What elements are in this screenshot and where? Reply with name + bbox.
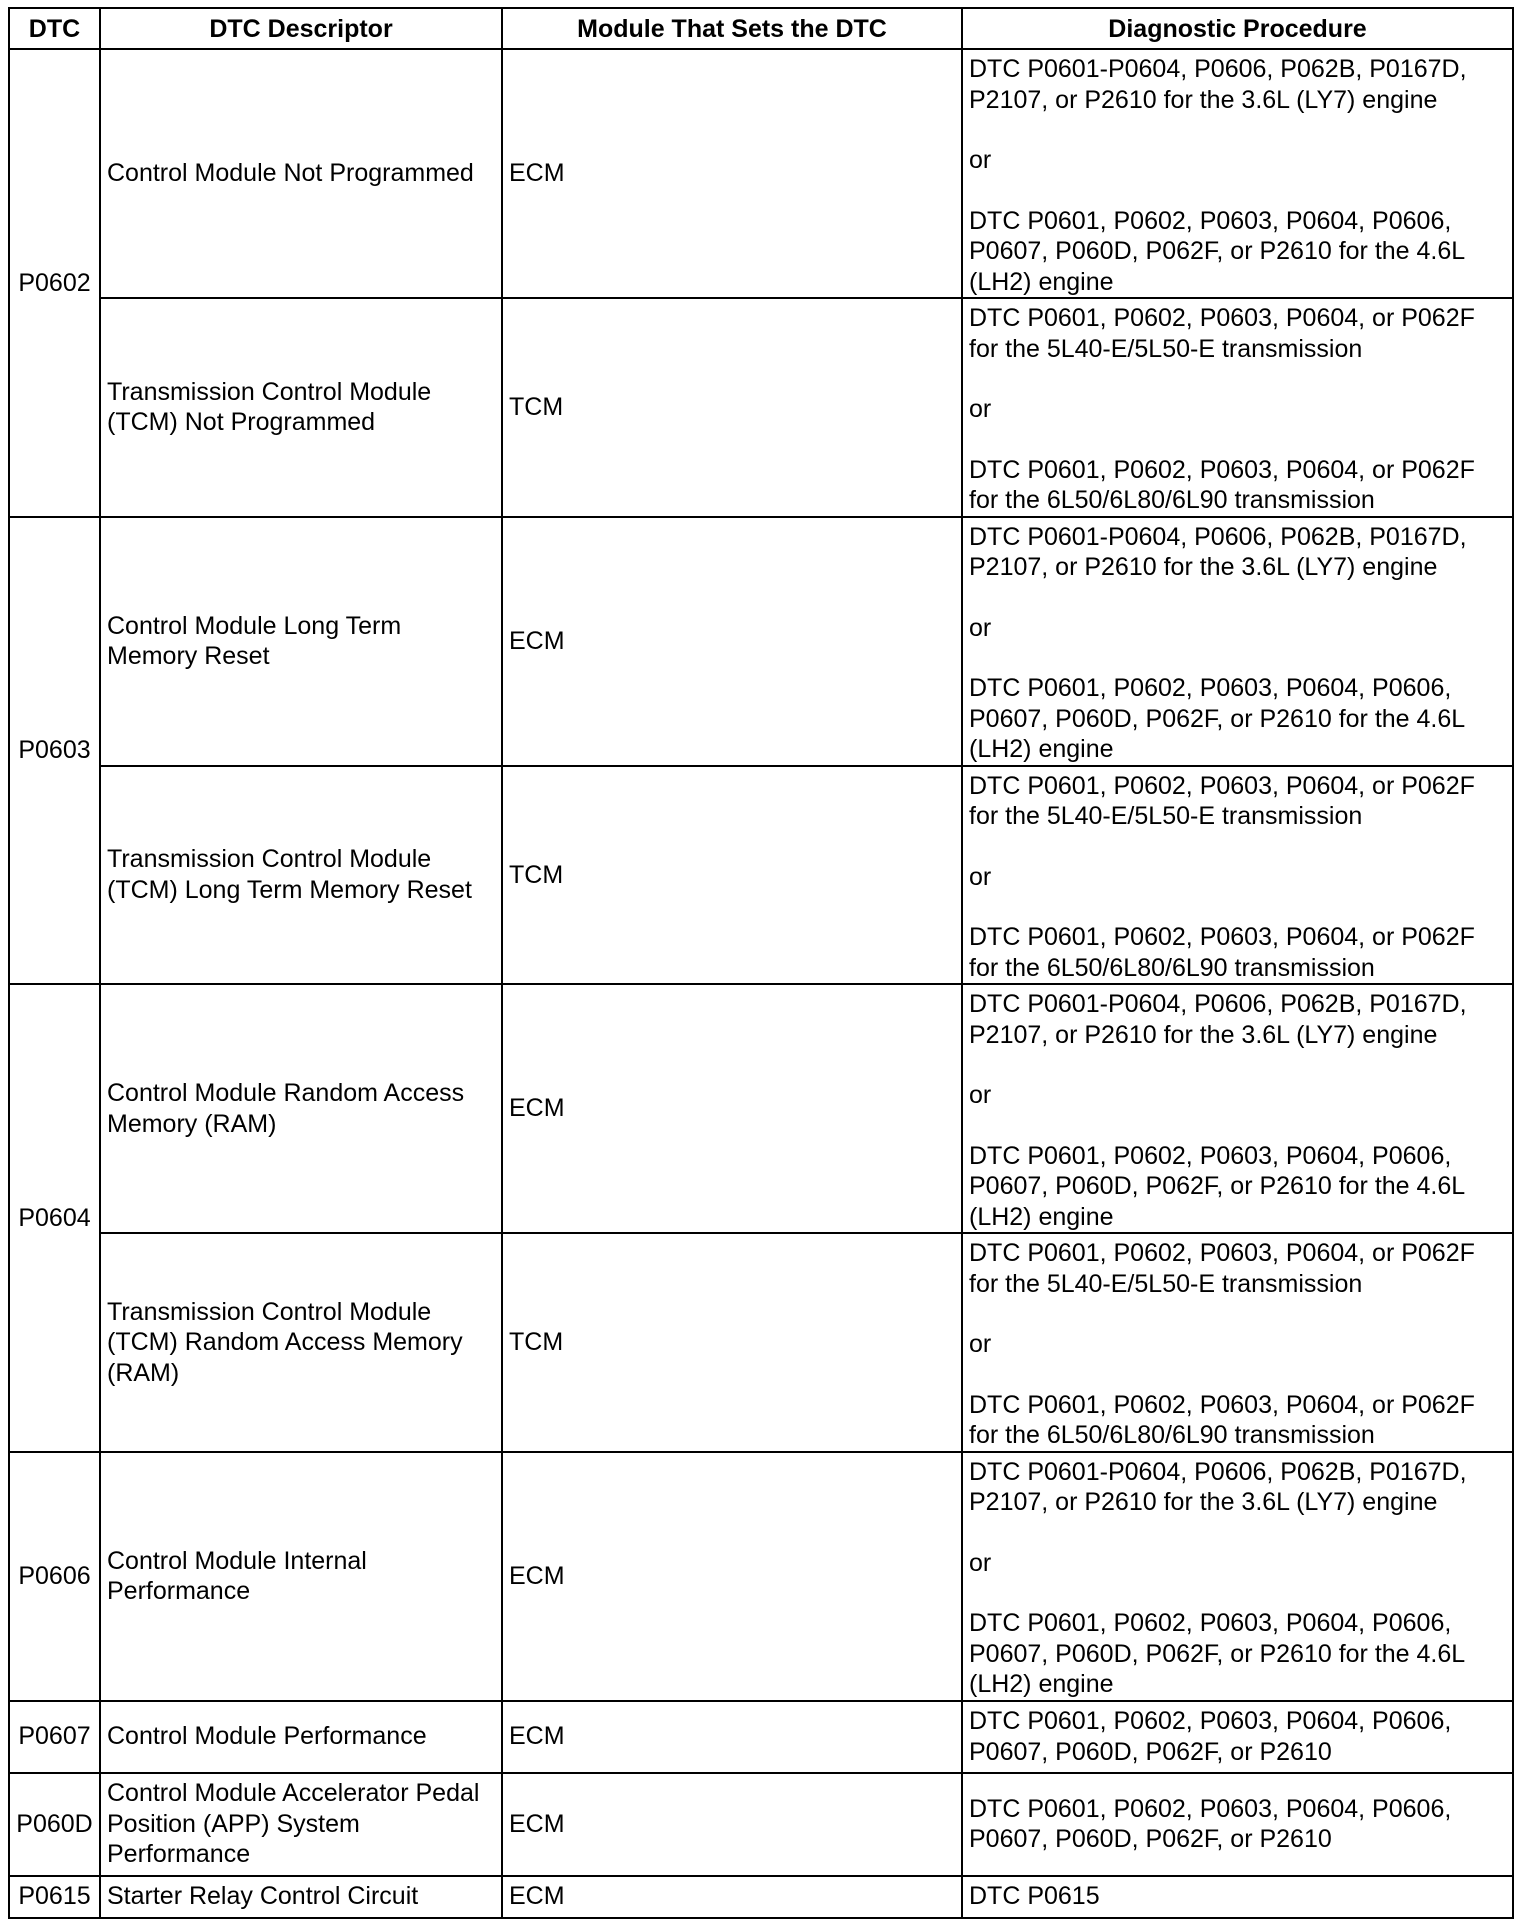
module-name: ECM [502, 1773, 962, 1876]
dtc-descriptor: Transmission Control Module (TCM) Not Programmed [100, 298, 502, 517]
procedure-line: DTC P0601, P0602, P0603, P0604, or P062F for the 5L40-E/5L50-E transmission [969, 1239, 1475, 1298]
diagnostic-procedure: DTC P0601, P0602, P0603, P0604, P0606, P0607, P060D, P062F, or P2610 [962, 1773, 1513, 1876]
module-name: ECM [502, 1876, 962, 1918]
table-row [9, 1701, 1513, 1773]
diagnostic-procedure [962, 766, 1513, 985]
dtc-code: P0615 [9, 1876, 100, 1918]
module-name: ECM [502, 49, 962, 298]
procedure-line: DTC P0601-P0604, P0606, P062B, P0167D, P2107, or P2610 for the 3.6L (LY7) engine [969, 55, 1467, 114]
procedure-line: DTC P0601, P0602, P0603, P0604, or P062F for the 6L50/6L80/6L90 transmission [969, 455, 1475, 514]
procedure-or: or [969, 146, 992, 174]
procedure-line: DTC P0601, P0602, P0603, P0604, P0606, P0607, P060D, P062F, or P2610 for the 4.6L (LH2) engine [969, 674, 1465, 763]
dtc-code: P060D [9, 1773, 100, 1876]
diagnostic-procedure [962, 298, 1513, 517]
table-row [9, 517, 1513, 766]
table-row [9, 1452, 1513, 1701]
procedure-line: DTC P0601, P0602, P0603, P0604, or P062F for the 5L40-E/5L50-E transmission [969, 771, 1475, 830]
procedure-line: DTC P0601, P0602, P0603, P0604, P0606, P0607, P060D, P062F, or P2610 for the 4.6L (LH2) engine [969, 1609, 1465, 1698]
column-header-module: Module That Sets the DTC [502, 8, 962, 49]
module-name: TCM [502, 298, 962, 517]
table-row [9, 1773, 1513, 1876]
diagnostic-procedure [962, 1452, 1513, 1701]
dtc-descriptor: Starter Relay Control Circuit [100, 1876, 502, 1918]
column-header-procedure: Diagnostic Procedure [962, 8, 1513, 49]
procedure-line: DTC P0601-P0604, P0606, P062B, P0167D, P2107, or P2610 for the 3.6L (LY7) engine [969, 1457, 1467, 1516]
table-row [9, 766, 1513, 985]
dtc-table [8, 7, 1514, 1919]
table-row [9, 1876, 1513, 1918]
diagnostic-procedure [962, 517, 1513, 766]
module-name: TCM [502, 1233, 962, 1452]
dtc-descriptor: Control Module Random Access Memory (RAM) [100, 984, 502, 1233]
column-header-descriptor: DTC Descriptor [100, 8, 502, 49]
procedure-or: or [969, 613, 992, 642]
procedure-or: or [969, 395, 992, 423]
procedure-line: DTC P0601, P0602, P0603, P0604, or P062F for the 6L50/6L80/6L90 transmission [969, 1390, 1475, 1449]
dtc-descriptor: Transmission Control Module (TCM) Long Term Memory Reset [100, 766, 502, 985]
procedure-line: DTC P0601, P0602, P0603, P0604, or P062F for the 6L50/6L80/6L90 transmission [969, 923, 1475, 982]
dtc-descriptor: Control Module Performance [100, 1701, 502, 1773]
procedure-or: or [969, 862, 992, 891]
dtc-descriptor: Transmission Control Module (TCM) Random Access Memory (RAM) [100, 1233, 502, 1452]
dtc-descriptor: Control Module Long Term Memory Reset [100, 517, 502, 766]
procedure-line: DTC P0601-P0604, P0606, P062B, P0167D, P2107, or P2610 for the 3.6L (LY7) engine [969, 522, 1467, 581]
dtc-code: P0607 [9, 1701, 100, 1773]
module-name: ECM [502, 1452, 962, 1701]
procedure-line: DTC P0601, P0602, P0603, P0604, P0606, P0607, P060D, P062F, or P2610 for the 4.6L (LH2) engine [969, 1141, 1465, 1231]
diagnostic-procedure: DTC P0615 [962, 1876, 1513, 1918]
diagnostic-procedure [962, 984, 1513, 1233]
dtc-code: P0606 [9, 1452, 100, 1701]
diagnostic-procedure: DTC P0601, P0602, P0603, P0604, P0606, P0607, P060D, P062F, or P2610 [962, 1701, 1513, 1773]
table-header-row [9, 8, 1513, 49]
dtc-descriptor: Control Module Internal Performance [100, 1452, 502, 1701]
table-row [9, 1233, 1513, 1452]
dtc-descriptor: Control Module Accelerator Pedal Position (APP) System Performance [100, 1773, 502, 1876]
dtc-code: P0604 [9, 984, 100, 1452]
procedure-line: DTC P0601-P0604, P0606, P062B, P0167D, P2107, or P2610 for the 3.6L (LY7) engine [969, 990, 1467, 1049]
procedure-or: or [969, 1548, 992, 1577]
procedure-line: DTC P0601, P0602, P0603, P0604, P0606, P0607, P060D, P062F, or P2610 for the 4.6L (LH2) engine [969, 206, 1465, 296]
table-row [9, 49, 1513, 298]
dtc-code: P0602 [9, 49, 100, 517]
diagnostic-procedure [962, 1233, 1513, 1452]
diagnostic-procedure [962, 49, 1513, 298]
dtc-code: P0603 [9, 517, 100, 985]
procedure-or: or [969, 1330, 992, 1358]
procedure-line: DTC P0601, P0602, P0603, P0604, or P062F for the 5L40-E/5L50-E transmission [969, 304, 1475, 363]
table-row [9, 984, 1513, 1233]
column-header-dtc: DTC [9, 8, 100, 49]
module-name: ECM [502, 517, 962, 766]
procedure-or: or [969, 1081, 992, 1109]
module-name: ECM [502, 1701, 962, 1773]
dtc-descriptor: Control Module Not Programmed [100, 49, 502, 298]
module-name: TCM [502, 766, 962, 985]
table-row [9, 298, 1513, 517]
module-name: ECM [502, 984, 962, 1233]
